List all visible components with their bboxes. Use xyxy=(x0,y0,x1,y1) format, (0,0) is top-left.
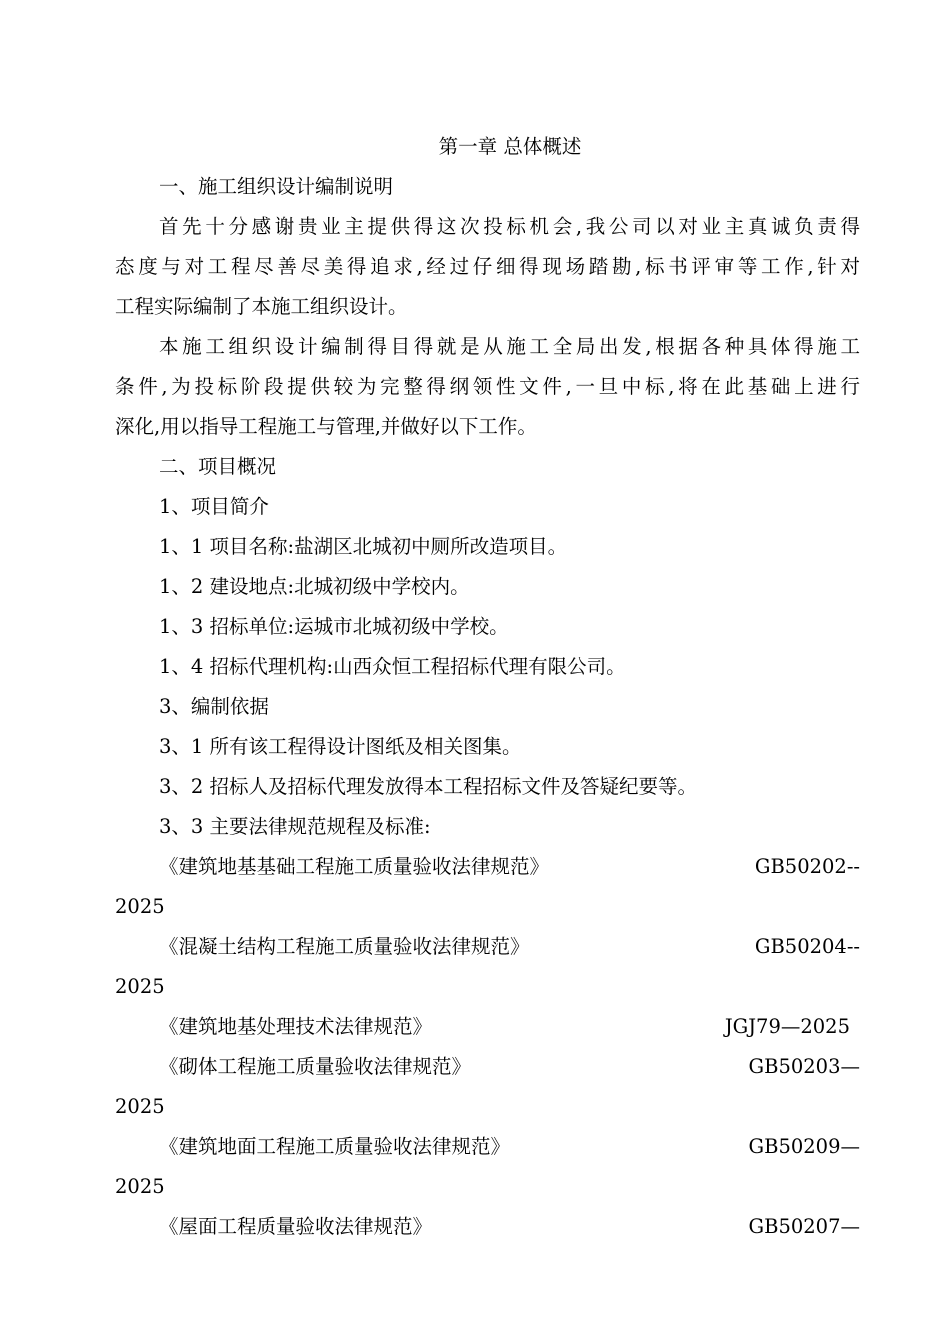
standard-code: GB50209— xyxy=(748,1135,860,1158)
standard-code: GB50203— xyxy=(748,1055,860,1078)
subsection-heading: 1、项目简介 xyxy=(159,495,269,518)
standard-name: 《屋面工程质量验收法律规范》 xyxy=(159,1215,433,1238)
paragraph-line: 本施工组织设计编制得目得就是从施工全局出发,根据各种具体得施工 xyxy=(159,335,860,358)
paragraph-line: 首先十分感谢贵业主提供得这次投标机会,我公司以对业主真诚负责得 xyxy=(159,215,860,238)
list-item: 1、1 项目名称:盐湖区北城初中厕所改造项目。 xyxy=(159,535,568,558)
standard-name: 《砌体工程施工质量验收法律规范》 xyxy=(159,1055,472,1078)
paragraph-line: 工程实际编制了本施工组织设计。 xyxy=(115,295,408,318)
standard-year: 2025 xyxy=(115,1095,165,1118)
paragraph-line: 条件,为投标阶段提供较为完整得纲领性文件,一旦中标,将在此基础上进行 xyxy=(115,375,860,398)
paragraph-line: 态度与对工程尽善尽美得追求,经过仔细得现场踏勘,标书评审等工作,针对 xyxy=(115,255,860,278)
section-heading-1: 一、施工组织设计编制说明 xyxy=(159,175,394,198)
list-item: 1、3 招标单位:运城市北城初级中学校。 xyxy=(159,615,509,638)
chapter-title: 第一章 总体概述 xyxy=(438,135,582,158)
standard-year: 2025 xyxy=(115,1175,165,1198)
section-heading-2: 二、项目概况 xyxy=(159,455,277,478)
list-item: 3、3 主要法律规范规程及标准: xyxy=(159,815,431,838)
standard-code: GB50204-- xyxy=(754,935,860,958)
standard-name: 《混凝土结构工程施工质量验收法律规范》 xyxy=(159,935,530,958)
standard-code: GB50202-- xyxy=(754,855,860,878)
subsection-heading: 3、编制依据 xyxy=(159,695,269,718)
standard-name: 《建筑地基基础工程施工质量验收法律规范》 xyxy=(159,855,550,878)
standard-year: 2025 xyxy=(115,895,165,918)
standard-name: 《建筑地面工程施工质量验收法律规范》 xyxy=(159,1135,511,1158)
list-item: 1、4 招标代理机构:山西众恒工程招标代理有限公司。 xyxy=(159,655,626,678)
standard-code: GB50207— xyxy=(748,1215,860,1238)
paragraph-line: 深化,用以指导工程施工与管理,并做好以下工作。 xyxy=(115,415,537,438)
standard-code: JGJ79—2025 xyxy=(724,1015,850,1038)
standard-year: 2025 xyxy=(115,975,165,998)
list-item: 3、2 招标人及招标代理发放得本工程招标文件及答疑纪要等。 xyxy=(159,775,698,798)
list-item: 1、2 建设地点:北城初级中学校内。 xyxy=(159,575,470,598)
list-item: 3、1 所有该工程得设计图纸及相关图集。 xyxy=(159,735,522,758)
standard-name: 《建筑地基处理技术法律规范》 xyxy=(159,1015,433,1038)
